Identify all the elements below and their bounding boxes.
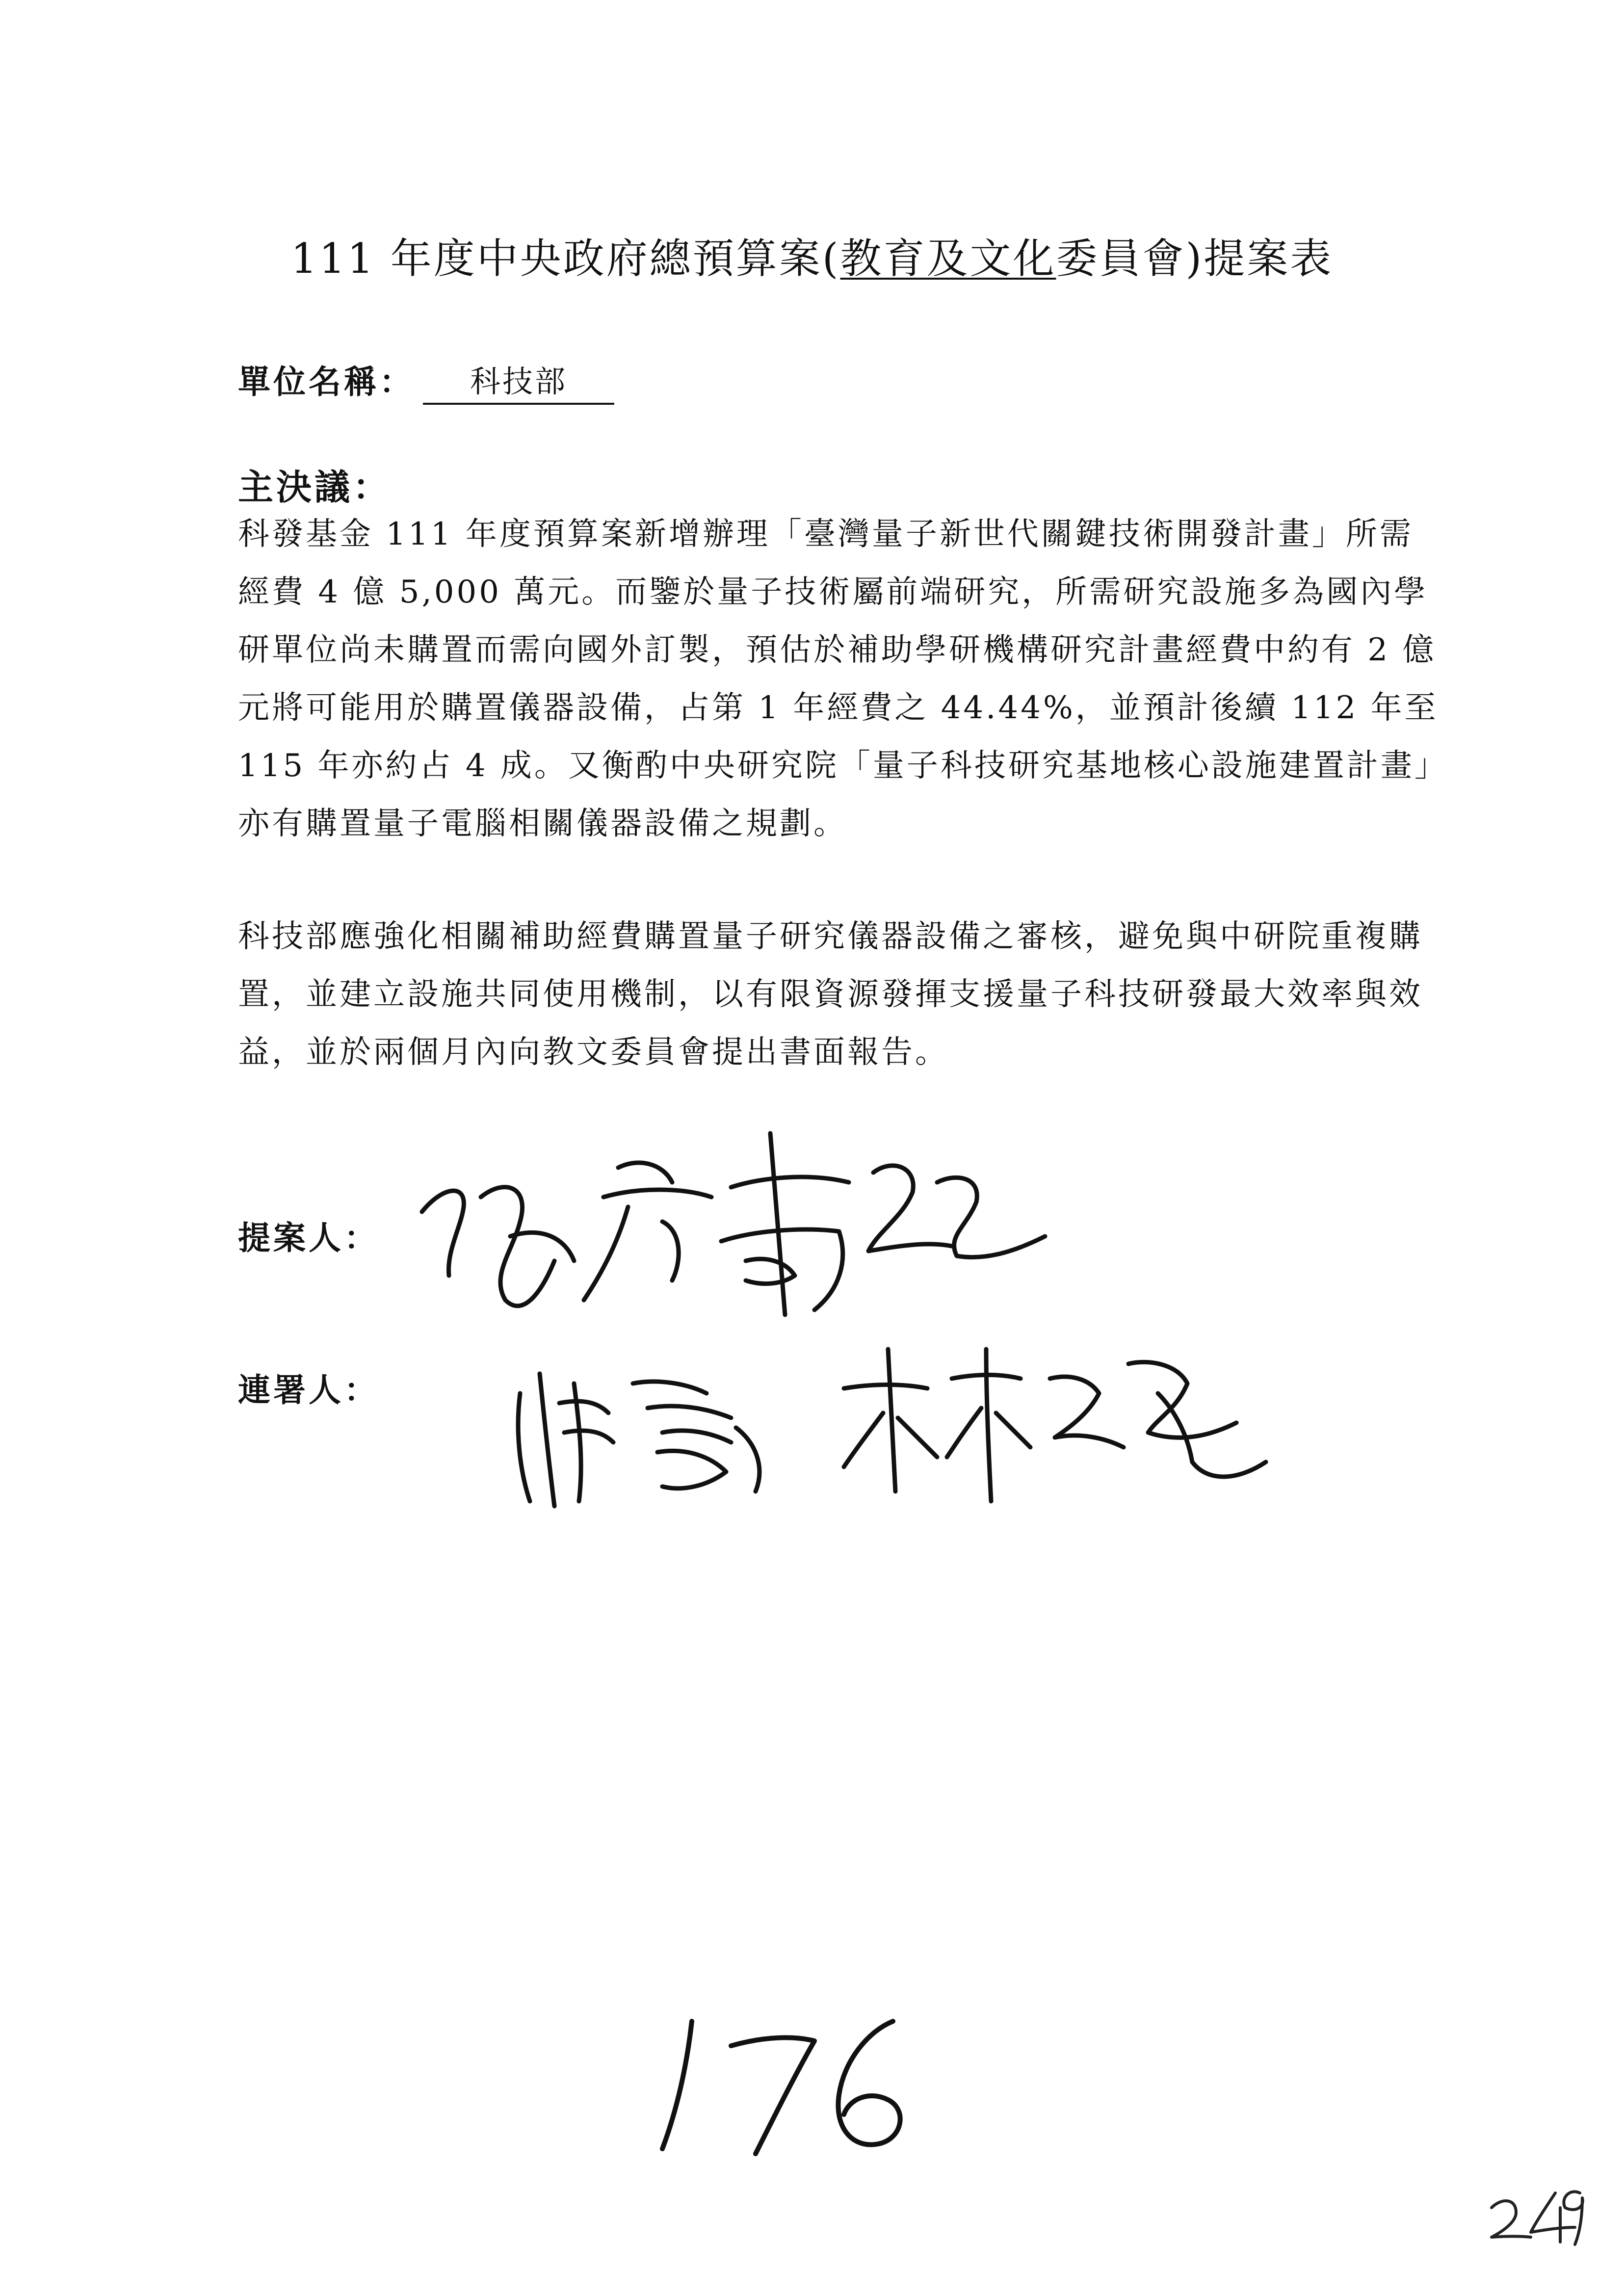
- page-title: [0, 226, 1624, 285]
- resolution-label: 主決議：: [238, 467, 392, 508]
- page-number-mark: [1482, 2178, 1590, 2247]
- cosigner-signature-1: [500, 1354, 785, 1516]
- cosigner-label: 連署人：: [238, 1371, 379, 1409]
- title-committee: 教育及文化: [840, 235, 1056, 283]
- resolution-paragraph-1: 科發基金 111 年度預算案新增辦理「臺灣量子新世代關鍵技術開發計畫」所需經費 4 億 5,000 萬元。而鑒於量子技術屬前端研究，所需研究設施多為國內學研單位尚未購置而需向國外訂製，預估於補助學研機構研究計畫經費中約有 2 億元將可能用於購置儀器設備，占第 1 年經費之 44.44%，並預計後續 112 年至 115 年亦約占 4 成。又衡酌中央研究院「量子科技研究基地核心設施建置計畫」亦有購置量子電腦相關儀器設備之規劃。: [238, 516, 1439, 842]
- resolution-paragraph-2: 科技部應強化相關補助經費購置量子研究儀器設備之審核，避免與中研院重複購置，並建立設施共同使用機制，以有限資源發揮支援量子科技研發最大效率與效益，並於兩個月內向教文委員會提出書面報告。: [238, 918, 1423, 1070]
- cosigner-signature-2: [834, 1334, 1276, 1511]
- unit-label: 單位名稱：: [238, 363, 415, 401]
- handwritten-number: [638, 2002, 913, 2164]
- title-prefix: 111 年度中央政府總預算案(: [290, 235, 840, 283]
- proposer-label: 提案人：: [238, 1219, 379, 1257]
- proposer-signature: [407, 1114, 1074, 1349]
- unit-value: 科技部: [423, 357, 614, 405]
- title-suffix: 委員會)提案表: [1056, 235, 1334, 283]
